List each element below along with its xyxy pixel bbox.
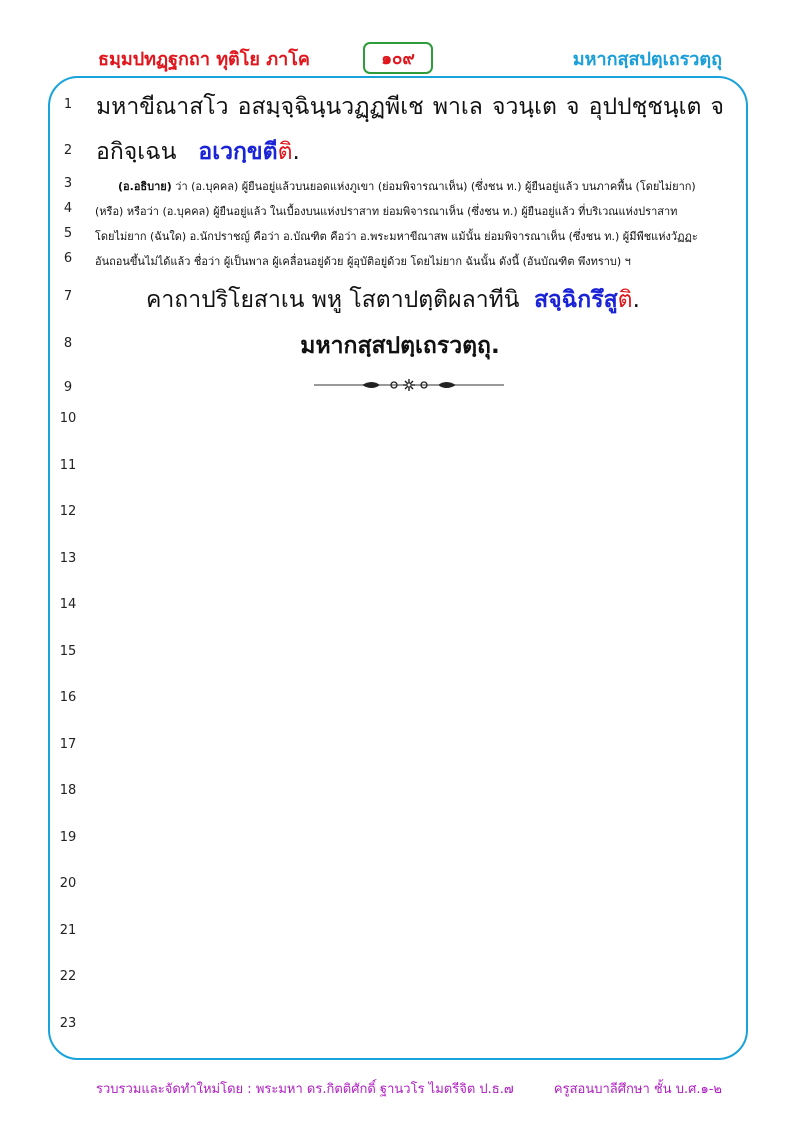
- footer-role: ครูสอนบาลีศึกษา ชั้น บ.ศ.๑-๒: [553, 1082, 722, 1097]
- translation-line-6: อันถอนขึ้นไม่ได้แล้ว ชื่อว่า ผู้เป็นพาล ผู้เคลื่อนอยู่ด้วย ผู้อุบัติอยู่ด้วย โดยไม่ยาก ฉันนั้น ดังนี้ (อันบัณฑิต พึงทราบ) ฯ: [95, 255, 631, 268]
- line-number: 19: [59, 830, 77, 845]
- story-end-title: มหากสฺสปตฺเถรวตฺถุ.: [300, 333, 500, 359]
- line-number: 8: [63, 336, 73, 351]
- pali-line-7: [146, 282, 640, 318]
- pali-text: คาถาปริโยสาเน พหู โสตาปตฺติผลาทีนิ: [146, 287, 520, 313]
- line-number: 13: [59, 551, 77, 566]
- line-number: 22: [59, 969, 77, 984]
- highlight-word-red: ติ: [277, 139, 293, 165]
- content-frame: [48, 76, 748, 1060]
- highlight-word-blue: อเวกฺขตี: [198, 139, 278, 165]
- pali-text: อกิจฺเฉน: [96, 139, 177, 165]
- line-number: 2: [63, 143, 73, 158]
- line-end-mark: .: [632, 287, 640, 313]
- pali-line-2: [96, 134, 300, 170]
- highlight-word-red: ติ: [617, 287, 633, 313]
- highlight-word-blue: สจฺฉิกรึสู: [534, 287, 618, 313]
- explanation-label: (อ.อธิบาย): [118, 180, 172, 193]
- line-number: 4: [63, 201, 73, 216]
- translation-line-5: โดยไม่ยาก (ฉันใด) อ.นักปราชญ์ คือว่า อ.บัณฑิต คือว่า อ.พระมหาขีณาสพ แม้นั้น ย่อมพิจารณาเห็น (ซึ่งชน ท.) ผู้มีพืชแห่งวัฏฏะ: [95, 230, 698, 243]
- line-number: 6: [63, 251, 73, 266]
- header-left-title: ธมฺมปทฏฺฐกถา ทุติโย ภาโค: [98, 49, 310, 70]
- line-number: 3: [63, 176, 73, 191]
- page-number-box: [363, 42, 433, 74]
- pali-line-1: มหาขีณาสโว อสมฺจฺฉินฺนวฏฺฏพีเช พาเล จวนฺเต จ อุปปชฺชนฺเต จ: [96, 94, 724, 120]
- ornament-divider-icon: [314, 377, 504, 393]
- translation-line-3: [118, 177, 696, 195]
- line-number: 11: [59, 458, 77, 473]
- translation-line-4: (หรือ) หรือว่า (อ.บุคคล) ผู้ยืนอยู่แล้ว ในเบื้องบนแห่งปราสาท ย่อมพิจารณาเห็น (ซึ่งชน ท.) ผู้ยืนอยู่แล้ว ที่บริเวณแห่งปราสาท: [95, 205, 678, 218]
- line-number: 5: [63, 226, 73, 241]
- line-number: 7: [63, 289, 73, 304]
- line-number: 21: [59, 923, 77, 938]
- line-number: 14: [59, 597, 77, 612]
- line-end-mark: .: [292, 139, 300, 165]
- footer-compiler: รวบรวมและจัดทำใหม่โดย : พระมหา ดร.กิตติศักดิ์ ฐานวโร ไมตรีจิต ป.ธ.๗: [96, 1082, 514, 1097]
- translation-text: ว่า (อ.บุคคล) ผู้ยืนอยู่แล้วบนยอดแห่งภูเขา (ย่อมพิจารณาเห็น) (ซึ่งชน ท.) ผู้ยืนอยู่แล้ว บนภาคพื้น (โดยไม่ยาก): [171, 180, 696, 193]
- line-number: 20: [59, 876, 77, 891]
- line-number: 15: [59, 644, 77, 659]
- line-number: 9: [63, 380, 73, 395]
- page-number: ๑๐๙: [381, 48, 415, 69]
- line-number: 1: [63, 97, 73, 112]
- line-number: 10: [59, 411, 77, 426]
- header-right-title: มหากสฺสปตฺเถรวตฺถุ: [572, 49, 722, 70]
- line-number: 23: [59, 1016, 77, 1031]
- line-number: 16: [59, 690, 77, 705]
- line-number: 12: [59, 504, 77, 519]
- line-number: 17: [59, 737, 77, 752]
- line-number: 18: [59, 783, 77, 798]
